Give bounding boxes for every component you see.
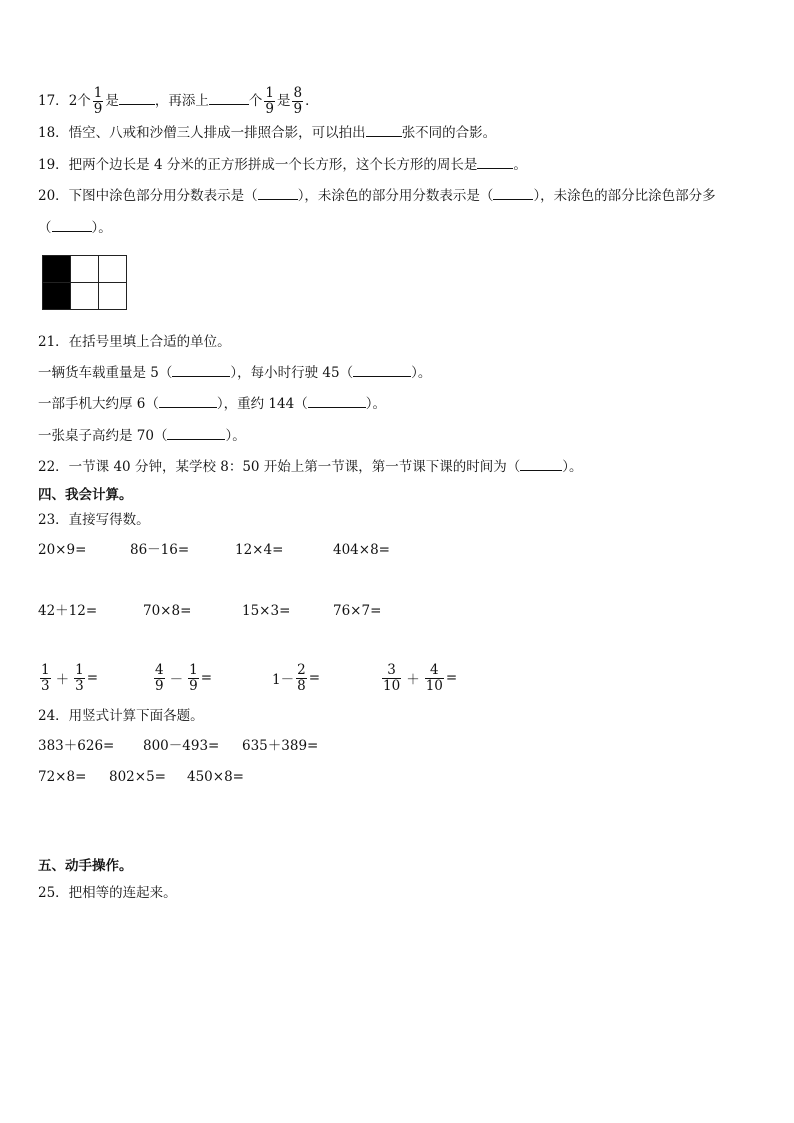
vertical-calc-item: 450×8= [187,769,244,785]
question-25-title: 25．把相等的连起来。 [38,885,177,901]
question-20-cont [38,218,112,238]
q18-text: 18．悟空、八戒和沙僧三人排成一排照合影，可以拍出 [38,125,366,141]
calc-item: 404×8= [333,542,390,558]
answer-blank[interactable] [167,426,225,440]
q21-text: ）。 [411,365,432,381]
q17-text: 个 [248,93,263,109]
question-21-line-3 [38,426,246,446]
calc-item: 20×9= [38,542,87,558]
calc-item: 86－16= [130,542,190,558]
question-19 [38,155,527,175]
answer-blank[interactable] [258,186,298,200]
q20-text: ），未涂色的部分用分数表示是（ [297,188,494,204]
answer-blank[interactable] [366,123,402,137]
calc-item: 76×7= [333,603,382,619]
question-22 [38,457,583,477]
answer-blank[interactable] [493,186,533,200]
q20-text: （ [38,220,52,236]
q17-text: 是 [276,93,291,109]
vertical-calc-item: 800－493= [143,738,220,754]
fraction-calc-item: $\frac{1}{3}$ ＋ $\frac{1}{3}$ = [41,661,98,694]
answer-blank[interactable] [119,91,155,105]
fraction-one-ninth: $\frac{1}{9}$ [265,85,274,117]
question-20 [38,186,716,206]
vertical-calc-item: 72×8= [38,769,87,785]
q17-text: ，再添上 [154,93,209,109]
calc-item: 15×3= [242,603,291,619]
fraction-calc-item: 1－ $\frac{2}{8}$ = [272,661,320,694]
question-21-title: 21．在括号里填上合适的单位。 [38,334,231,350]
q20-text: ）。 [91,220,112,236]
q22-text: 22．一节课 40 分钟，某学校 8：50 开始上第一节课，第一节课下课的时间为（ [38,459,521,475]
calc-item: 42＋12= [38,603,98,619]
q17-text: ． [305,93,319,109]
vertical-calc-item: 383＋626= [38,738,115,754]
question-17 [38,86,319,117]
answer-blank[interactable] [520,457,562,471]
q18-text: 张不同的合影。 [401,125,497,141]
q17-text: 是 [105,93,119,109]
q21-text: 一部手机大约厚 6（ [38,396,159,412]
fraction-grid-figure [42,255,127,310]
q17-text: 2个 [68,93,91,109]
answer-blank[interactable] [209,91,249,105]
question-18 [38,123,496,143]
answer-blank[interactable] [52,218,92,232]
grid-cell-shaded [43,256,71,283]
calc-item: 12×4= [235,542,284,558]
vertical-calc-item: 635＋389= [242,738,319,754]
q20-text: ），未涂色的部分比涂色部分多 [533,188,716,204]
q19-text: 。 [513,157,527,173]
fraction-eight-ninths: $\frac{8}{9}$ [293,85,303,117]
grid-cell [99,283,127,310]
section-5-heading: 五、动手操作。 [38,858,133,874]
answer-blank[interactable] [159,394,217,408]
calc-item: 70×8= [143,603,192,619]
fraction-calc-item: $\frac{3}{10}$ ＋ $\frac{4}{10}$ = [383,661,458,694]
q21-text: ）。 [365,396,386,412]
grid-cell [71,256,99,283]
q22-text: ）。 [562,459,583,475]
grid-cell [71,283,99,310]
vertical-calc-item: 802×5= [109,769,166,785]
q21-text: 一辆货车载重量是 5（ [38,365,173,381]
question-number: 17． [38,93,69,109]
fraction-one-ninth: $\frac{1}{9}$ [93,85,103,117]
answer-blank[interactable] [353,363,411,377]
grid-cell-shaded [43,283,71,310]
q21-text: 一张桌子高约是 70（ [38,428,168,444]
question-24-title: 24．用竖式计算下面各题。 [38,708,204,724]
grid-cell [99,256,127,283]
q19-text: 19．把两个边长是 4 分米的正方形拼成一个长方形，这个长方形的周长是 [38,157,478,173]
section-4-heading: 四、我会计算。 [38,487,133,503]
question-23-title: 23．直接写得数。 [38,512,150,528]
question-21-line-2 [38,394,386,414]
answer-blank[interactable] [477,155,513,169]
q21-text: ）。 [225,428,246,444]
q21-text: ），重约 144（ [216,396,308,412]
fraction-calc-item: $\frac{4}{9}$ － $\frac{1}{9}$ = [155,661,212,694]
question-21-line-1 [38,363,431,383]
answer-blank[interactable] [308,394,366,408]
q21-text: ），每小时行驶 45（ [230,365,354,381]
answer-blank[interactable] [172,363,230,377]
q20-text: 20．下图中涂色部分用分数表示是（ [38,188,258,204]
